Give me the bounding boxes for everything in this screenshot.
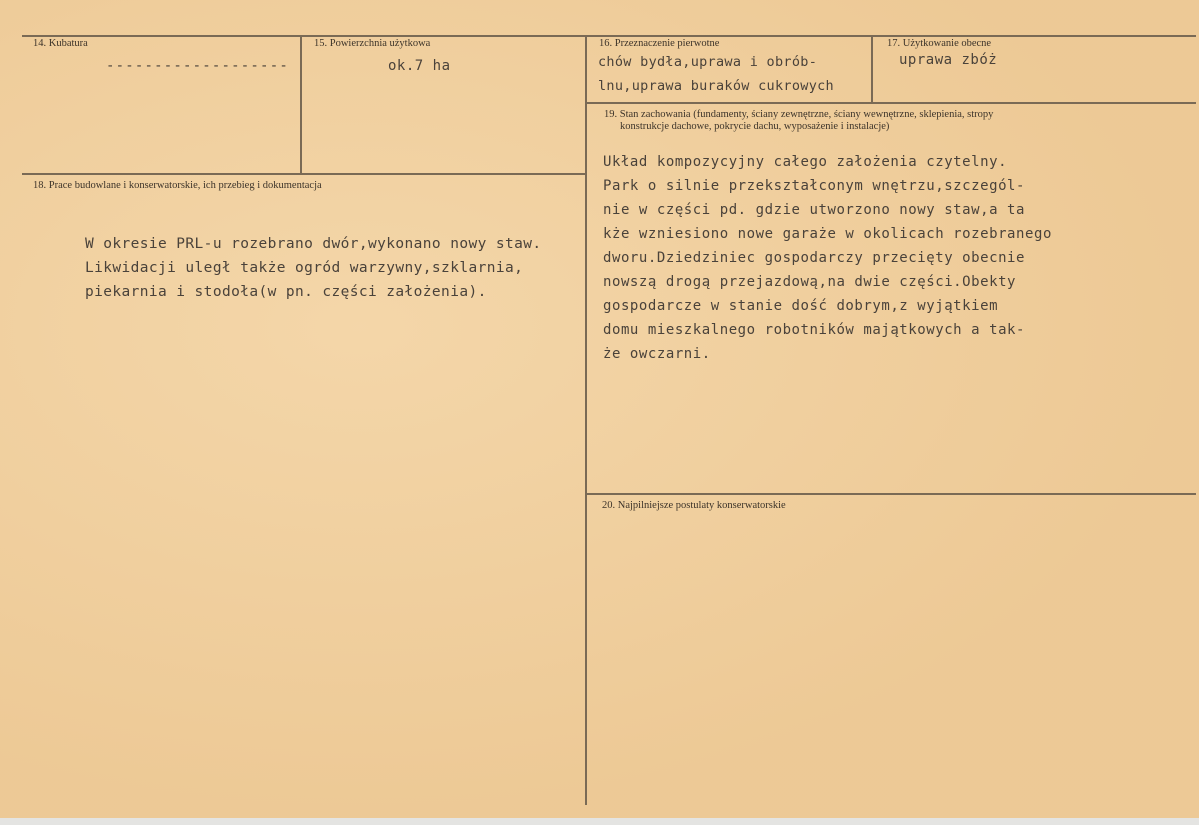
field18-value (85, 232, 542, 304)
field19-line: Układ kompozycyjny całego założenia czytelny. (603, 154, 1008, 170)
field19-line: nie w części pd. gdzie utworzono nowy staw,a ta (603, 202, 1025, 218)
field18-label: 18. Prace budowlane i konserwatorskie, ich przebieg i dokumentacja (33, 180, 322, 191)
field15-label: 15. Powierzchnia użytkowa (314, 38, 431, 49)
field19-label-line2: konstrukcje dachowe, pokrycie dachu, wyposażenie i instalacje) (620, 121, 890, 132)
col-divider-main (585, 35, 587, 805)
row1-divider-left (22, 173, 586, 175)
field19-line: dworu.Dziedziniec gospodarczy przecięty obecnie (603, 250, 1025, 266)
field16-line: lnu,uprawa buraków cukrowych (598, 78, 834, 94)
field19-value (603, 150, 1052, 366)
field18-line: piekarnia i stodoła(w pn. części założenia). (85, 284, 487, 300)
field16-line: chów bydła,uprawa i obrób- (598, 54, 818, 70)
field18-line: W okresie PRL-u rozebrano dwór,wykonano nowy staw. (85, 236, 542, 252)
field14-value: ------------------- (106, 58, 289, 74)
row1-divider-right (586, 102, 1196, 104)
col-divider-3 (871, 35, 873, 102)
top-border (22, 35, 1196, 37)
field20-label: 20. Najpilniejsze postulaty konserwatorskie (602, 500, 786, 511)
field14-label: 14. Kubatura (33, 38, 88, 49)
field19-line: domu mieszkalnego robotników majątkowych a tak- (603, 322, 1025, 338)
field17-value: uprawa zbóż (899, 52, 998, 68)
field18-line: Likwidacji uległ także ogród warzywny,szklarnia, (85, 260, 524, 276)
field19-label-line1: 19. Stan zachowania (fundamenty, ściany zewnętrzne, ściany wewnętrzne, sklepienia, stropy (604, 109, 994, 120)
field15-value: ok.7 ha (388, 58, 451, 74)
col-divider-1 (300, 35, 302, 173)
field16-label: 16. Przeznaczenie pierwotne (599, 38, 720, 49)
field20-divider (586, 493, 1196, 495)
field19-line: że owczarni. (603, 346, 711, 362)
field17-label: 17. Użytkowanie obecne (887, 38, 992, 49)
field19-line: nowszą drogą przejazdową,na dwie części.Obekty (603, 274, 1017, 290)
field19-line: kże wzniesiono nowe garaże w okolicach rozebranego (603, 226, 1052, 242)
field19-line: gospodarcze w stanie dość dobrym,z wyjątkiem (603, 298, 999, 314)
field16-value (598, 50, 834, 98)
field19-line: Park o silnie przekształconym wnętrzu,szczegól- (603, 178, 1025, 194)
